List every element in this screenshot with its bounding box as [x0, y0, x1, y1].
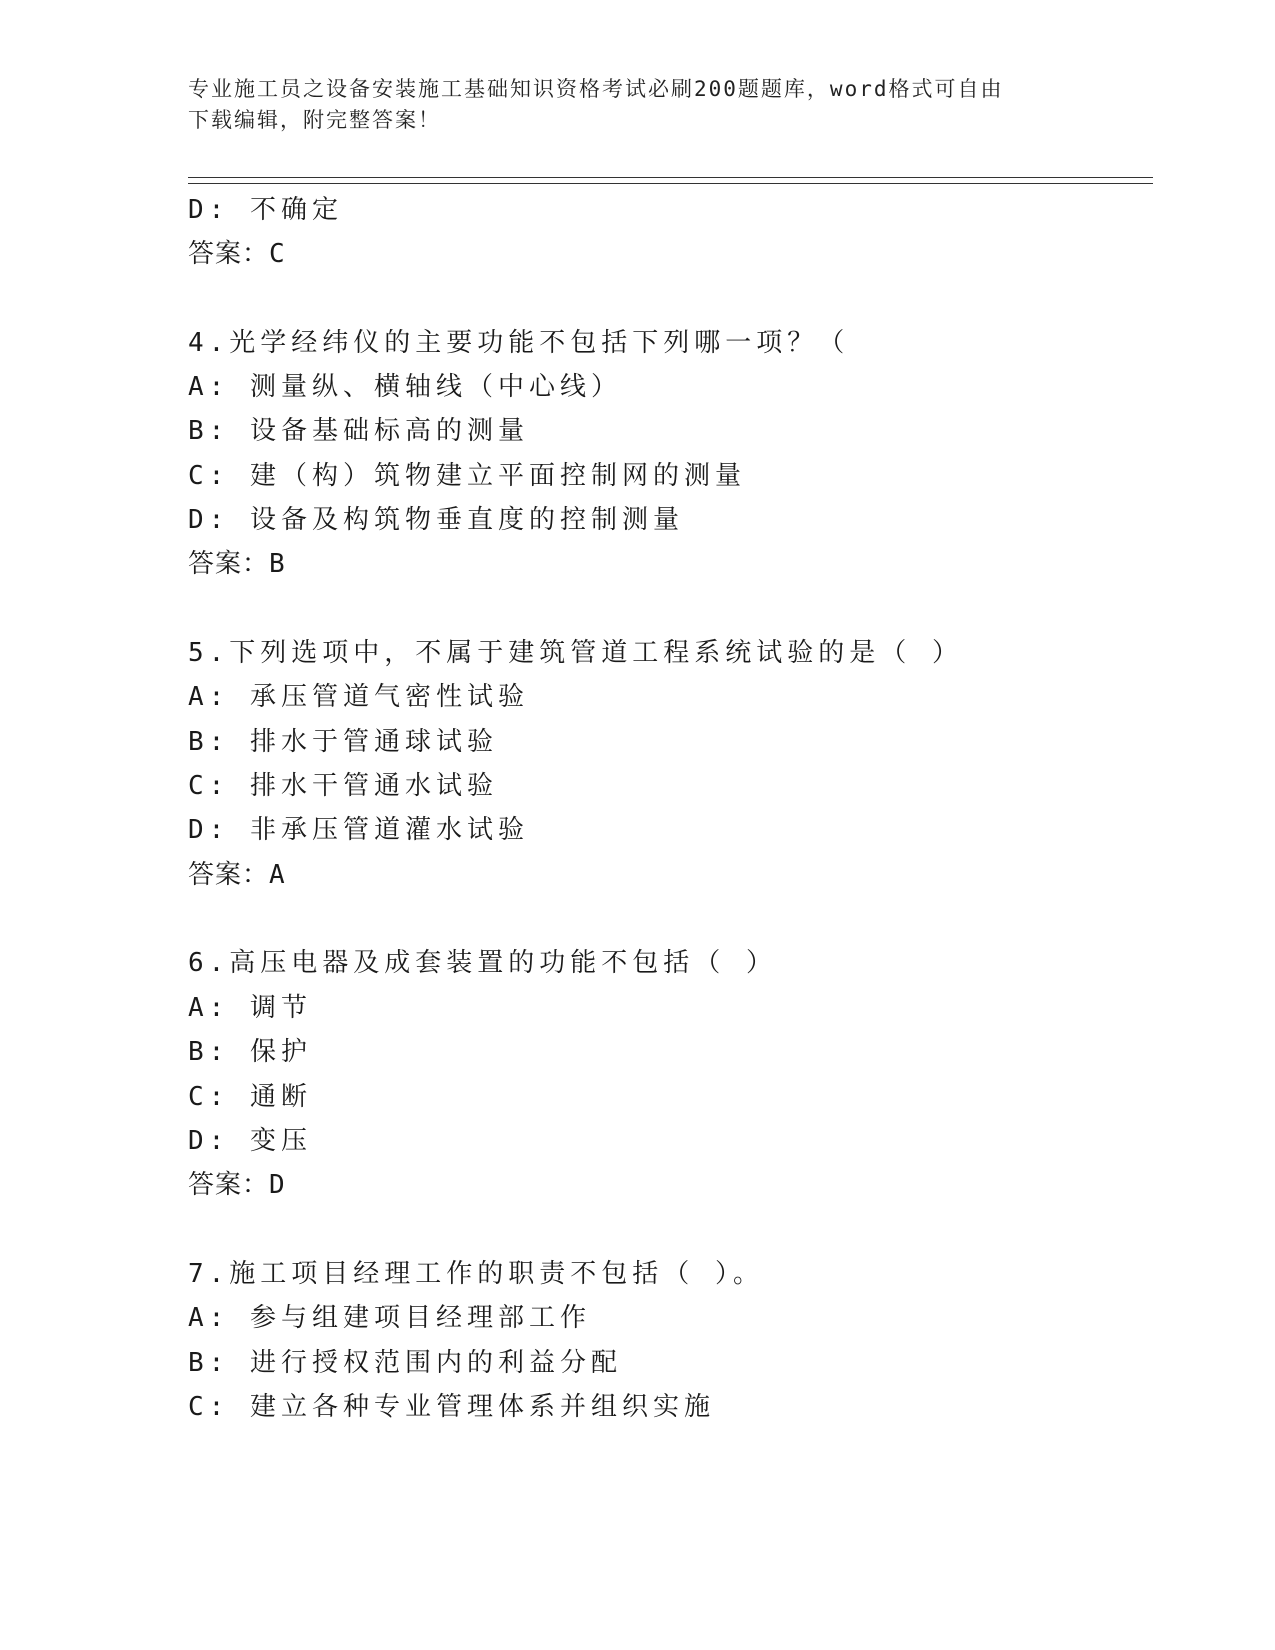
header-line-1: 专业施工员之设备安装施工基础知识资格考试必刷200题题库，word格式可自由 — [188, 77, 1004, 101]
option-a: A: 承压管道气密性试验 — [188, 682, 529, 712]
option-b: B: 保护 — [188, 1037, 312, 1067]
option-b: B: 设备基础标高的测量 — [188, 416, 529, 446]
answer: 答案：C — [188, 239, 286, 269]
document-header — [188, 74, 1068, 136]
question-4: 4.光学经纬仪的主要功能不包括下列哪一项？（ — [188, 328, 850, 358]
option-a: A: 参与组建项目经理部工作 — [188, 1303, 591, 1333]
header-rule-top — [188, 177, 1153, 178]
option-c: C: 建立各种专业管理体系并组织实施 — [188, 1392, 715, 1422]
answer: 答案：A — [188, 860, 286, 890]
option-d: D: 设备及构筑物垂直度的控制测量 — [188, 505, 684, 535]
option-b: B: 排水于管通球试验 — [188, 727, 498, 757]
option-c: C: 排水干管通水试验 — [188, 771, 498, 801]
option-d: D: 非承压管道灌水试验 — [188, 815, 529, 845]
option-d: D: 变压 — [188, 1126, 312, 1156]
question-6: 6.高压电器及成套装置的功能不包括（ ） — [188, 948, 777, 978]
option-a: A: 调节 — [188, 993, 312, 1023]
option-a: A: 测量纵、横轴线（中心线） — [188, 372, 622, 402]
option-d: D: 不确定 — [188, 195, 343, 225]
question-5: 5.下列选项中，不属于建筑管道工程系统试验的是（ ） — [188, 638, 963, 668]
option-b: B: 进行授权范围内的利益分配 — [188, 1348, 622, 1378]
header-line-2: 下载编辑，附完整答案！ — [188, 108, 441, 132]
option-c: C: 通断 — [188, 1082, 312, 1112]
answer: 答案：B — [188, 549, 286, 579]
option-c: C: 建（构）筑物建立平面控制网的测量 — [188, 461, 746, 491]
question-7: 7.施工项目经理工作的职责不包括（ ）。 — [188, 1259, 764, 1289]
answer: 答案：D — [188, 1170, 286, 1200]
header-rule-bottom — [188, 183, 1153, 184]
